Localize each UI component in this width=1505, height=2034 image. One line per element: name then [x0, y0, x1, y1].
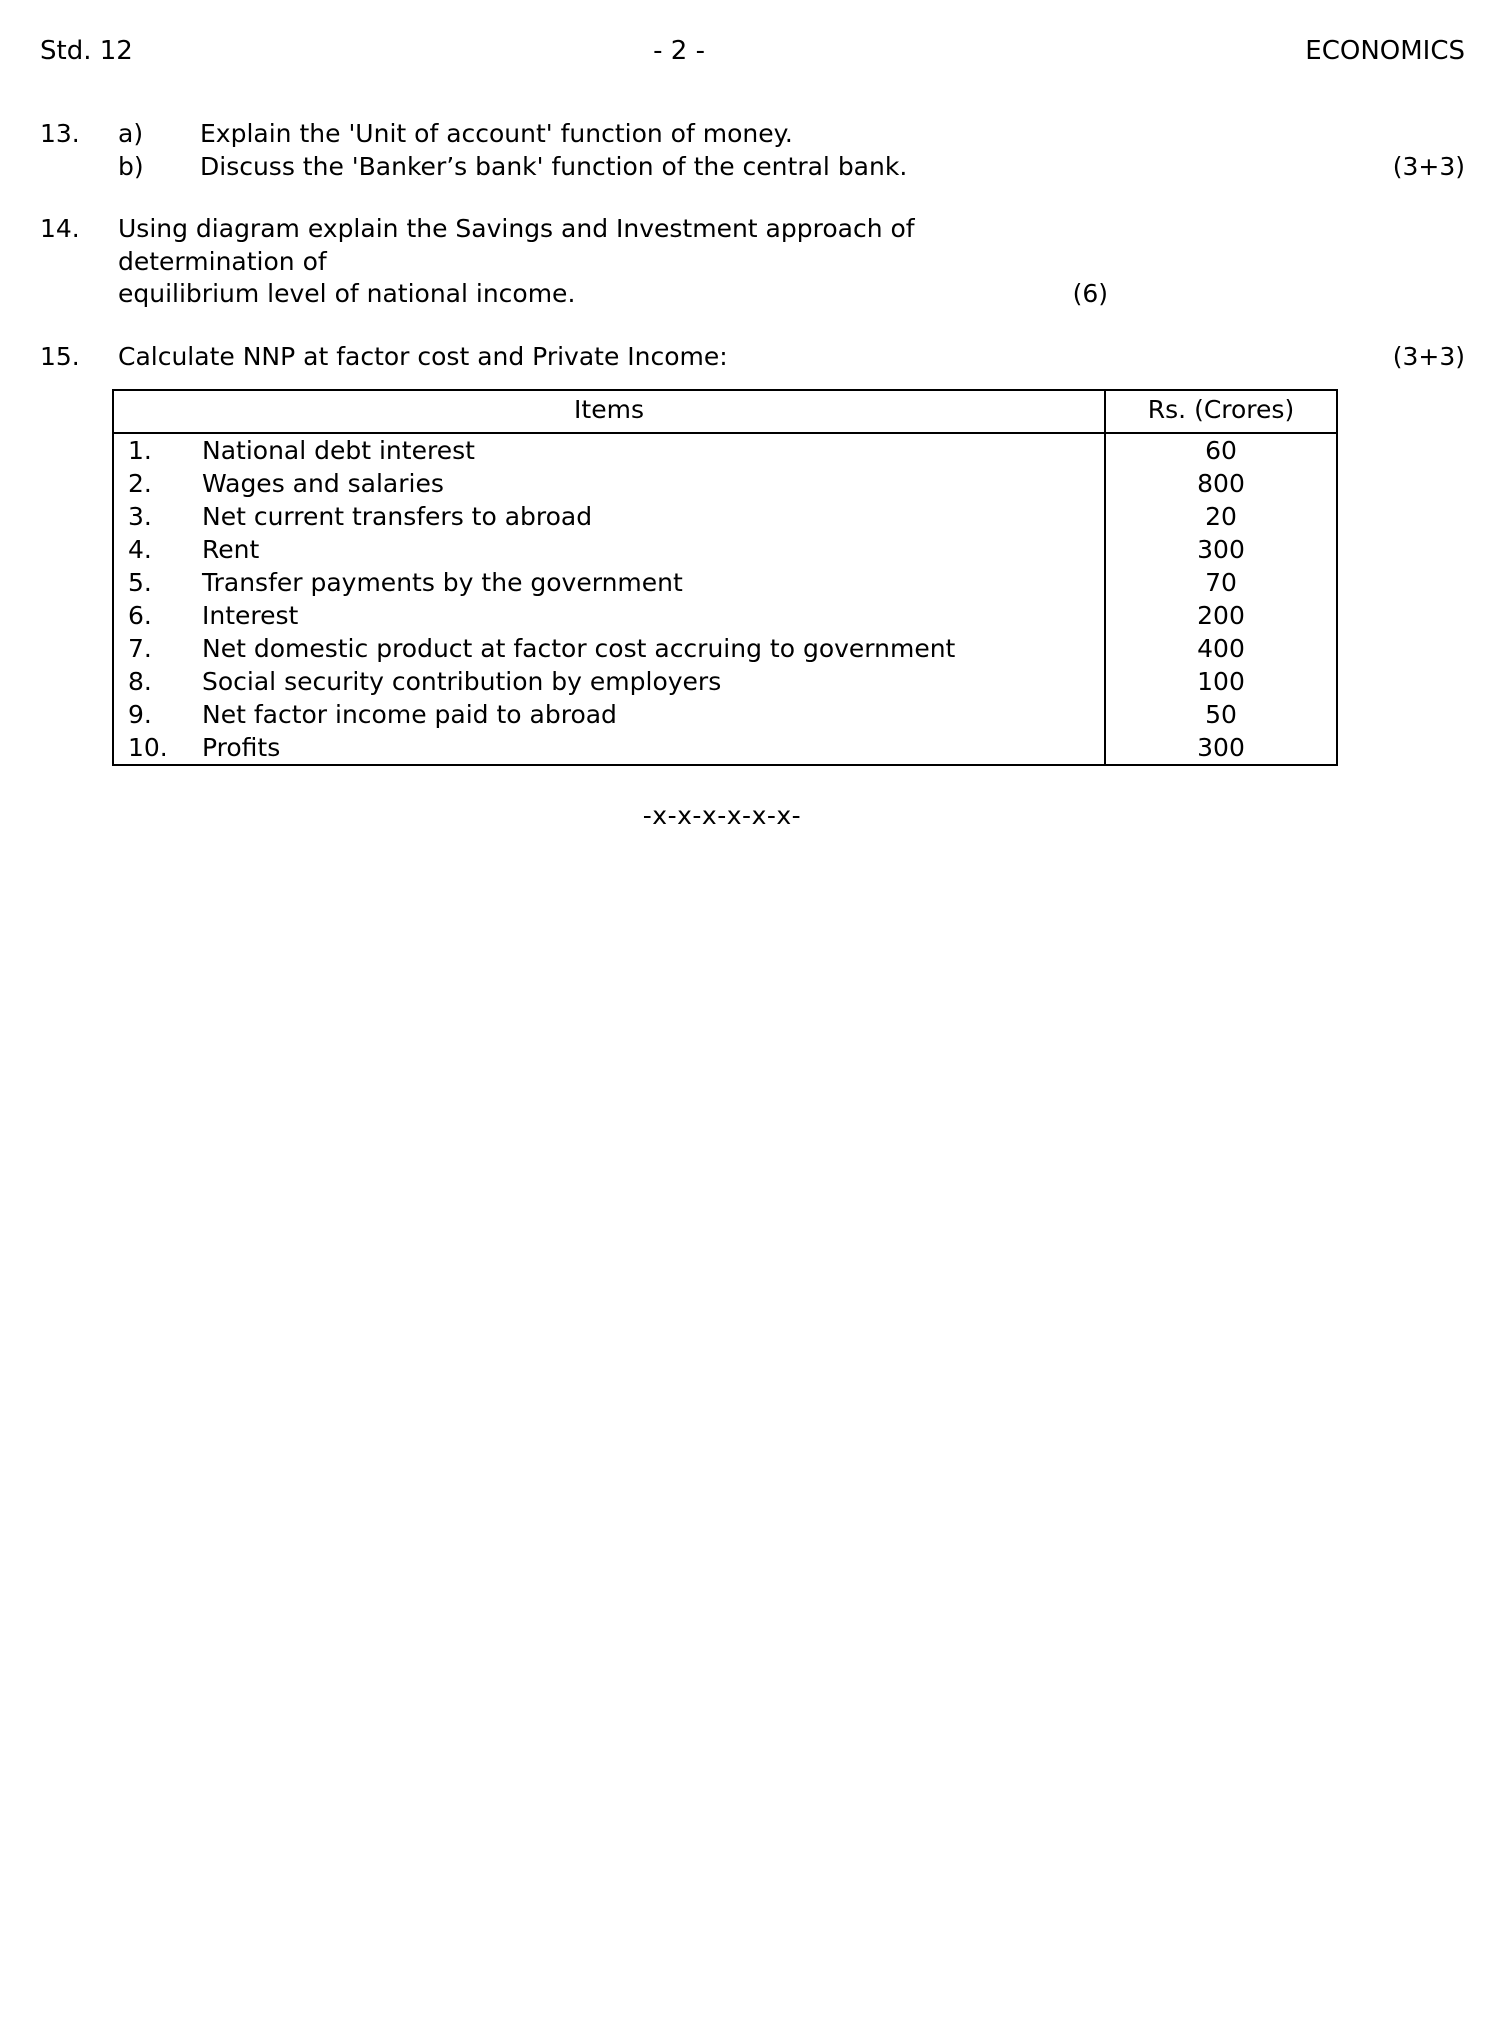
table-row [113, 467, 1337, 500]
question-13 [40, 118, 1465, 183]
table-row-label: Interest [202, 600, 299, 630]
table-row-label: Transfer payments by the government [202, 567, 683, 597]
table-row-inner [114, 632, 1104, 665]
table-cell-value: 20 [1105, 500, 1337, 533]
table-cell-value: 50 [1105, 698, 1337, 731]
table-row [113, 698, 1337, 731]
question-13a-text: Explain the 'Unit of account' function of money. [200, 119, 793, 148]
table-row [113, 665, 1337, 698]
question-13-number: 13. [40, 119, 80, 148]
table-row [113, 500, 1337, 533]
table-row-label: National debt interest [202, 435, 475, 465]
table-row-label: Net current transfers to abroad [202, 501, 593, 531]
table-row-inner [114, 434, 1104, 467]
header-page-number: - 2 - [653, 36, 705, 66]
table-row-index: 2. [128, 468, 152, 498]
question-15-marks: (3+3) [1392, 341, 1465, 371]
table-row-index: 7. [128, 633, 152, 663]
items-table [112, 389, 1338, 766]
table-cell-value: 70 [1105, 566, 1337, 599]
question-15 [40, 341, 1465, 833]
question-13-part-a [40, 118, 1465, 151]
table-cell-item [113, 467, 1105, 500]
question-14-text-line1: Using diagram explain the Savings and Investment approach of determination of [118, 214, 915, 276]
question-14 [40, 213, 1465, 311]
table-cell-value: 60 [1105, 433, 1337, 467]
table-cell-value: 300 [1105, 533, 1337, 566]
table-cell-item [113, 599, 1105, 632]
table-row-index: 10. [128, 732, 168, 762]
table-row [113, 599, 1337, 632]
table-row-label: Social security contribution by employers [202, 666, 722, 696]
header-standard: Std. 12 [40, 36, 133, 66]
question-13b-text: Discuss the 'Banker’s bank' function of the central bank. [200, 151, 908, 181]
table-header-value: Rs. (Crores) [1105, 390, 1337, 433]
table-cell-value: 300 [1105, 731, 1337, 765]
question-14-number: 14. [40, 214, 80, 243]
table-row-inner [114, 533, 1104, 566]
questions-container [40, 118, 1465, 832]
table-cell-item [113, 500, 1105, 533]
table-header-row [113, 390, 1337, 433]
table-cell-item [113, 698, 1105, 731]
question-13b-marks: (3+3) [1392, 151, 1465, 181]
items-table-wrapper [112, 389, 1332, 766]
table-row-inner [114, 665, 1104, 698]
question-14-line-1 [40, 213, 1465, 278]
table-row-index: 6. [128, 600, 152, 630]
table-row-index: 9. [128, 699, 152, 729]
table-cell-value: 400 [1105, 632, 1337, 665]
items-table-head [113, 390, 1337, 433]
table-row-label: Rent [202, 534, 260, 564]
question-14-marks: (6) [1072, 279, 1108, 308]
table-row-inner [114, 566, 1104, 599]
table-cell-value: 800 [1105, 467, 1337, 500]
table-row-inner [114, 500, 1104, 533]
table-row-inner [114, 599, 1104, 632]
question-13b-label: b) [118, 151, 144, 181]
question-13a-label: a) [118, 119, 144, 148]
table-row-index: 4. [128, 534, 152, 564]
table-row-index: 1. [128, 435, 152, 465]
table-cell-item [113, 533, 1105, 566]
table-row-index: 3. [128, 501, 152, 531]
table-row-inner [114, 467, 1104, 500]
table-row [113, 433, 1337, 467]
table-row [113, 731, 1337, 765]
table-row-index: 5. [128, 567, 152, 597]
header-subject: ECONOMICS [1305, 36, 1465, 66]
table-row [113, 533, 1337, 566]
table-header-items: Items [113, 390, 1105, 433]
table-cell-value: 200 [1105, 599, 1337, 632]
question-15-number: 15. [40, 341, 80, 371]
table-row-label: Net factor income paid to abroad [202, 699, 617, 729]
table-row [113, 566, 1337, 599]
items-table-body [113, 433, 1337, 765]
table-row-label: Net domestic product at factor cost accruing to government [202, 633, 956, 663]
table-row-label: Wages and salaries [202, 468, 444, 498]
question-14-line-2 [40, 278, 1465, 311]
table-cell-item [113, 566, 1105, 599]
end-of-paper-mark: -x-x-x-x-x-x- [642, 800, 802, 830]
table-row [113, 632, 1337, 665]
table-row-label: Profits [202, 732, 281, 762]
table-row-inner [114, 731, 1104, 764]
table-cell-item [113, 433, 1105, 467]
table-cell-item [113, 665, 1105, 698]
question-15-line [40, 341, 1465, 374]
table-cell-value: 100 [1105, 665, 1337, 698]
table-row-index: 8. [128, 666, 152, 696]
table-cell-item [113, 632, 1105, 665]
question-15-text: Calculate NNP at factor cost and Private Income: [118, 341, 728, 371]
page-header [40, 36, 1465, 67]
question-14-text-line2: equilibrium level of national income. [118, 279, 576, 308]
table-cell-item [113, 731, 1105, 765]
table-row-inner [114, 698, 1104, 731]
question-13-part-b [40, 151, 1465, 184]
